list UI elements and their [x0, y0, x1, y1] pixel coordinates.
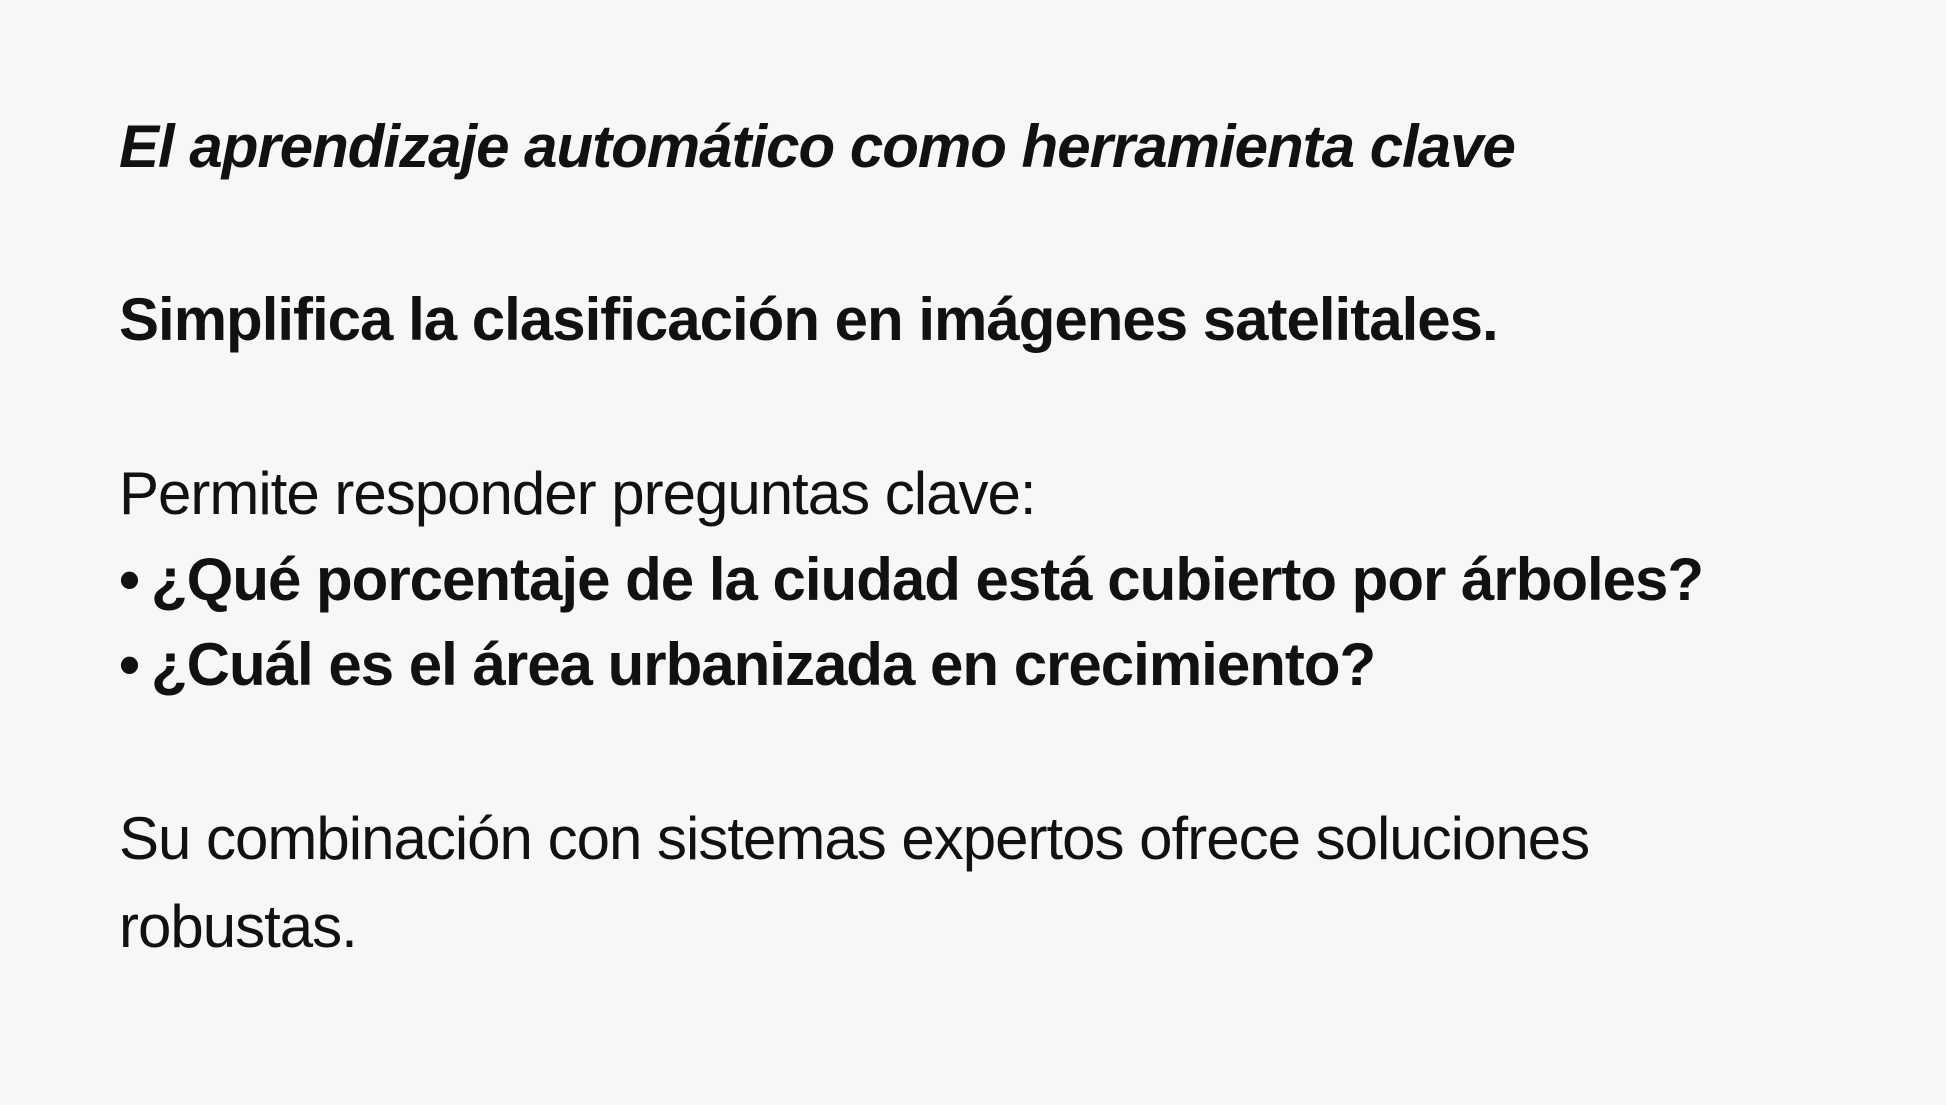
question-text: ¿Qué porcentaje de la ciudad está cubierto por árboles? — [151, 546, 1704, 613]
slide-title: El aprendizaje automático como herramienta clave — [119, 113, 1515, 180]
questions-intro: Permite responder preguntas clave: — [119, 460, 1036, 527]
statement-text: Simplifica la clasificación en imágenes satelitales. — [119, 286, 1498, 353]
list-item — [119, 541, 1703, 619]
question-text: ¿Cuál es el área urbanizada en crecimiento? — [151, 631, 1376, 698]
bullet-icon: • — [119, 546, 140, 613]
list-item — [119, 626, 1375, 704]
conclusion-text-line-2: robustas. — [119, 893, 357, 960]
conclusion-text-line-1: Su combinación con sistemas expertos ofrece soluciones — [119, 805, 1590, 872]
bullet-icon: • — [119, 631, 140, 698]
